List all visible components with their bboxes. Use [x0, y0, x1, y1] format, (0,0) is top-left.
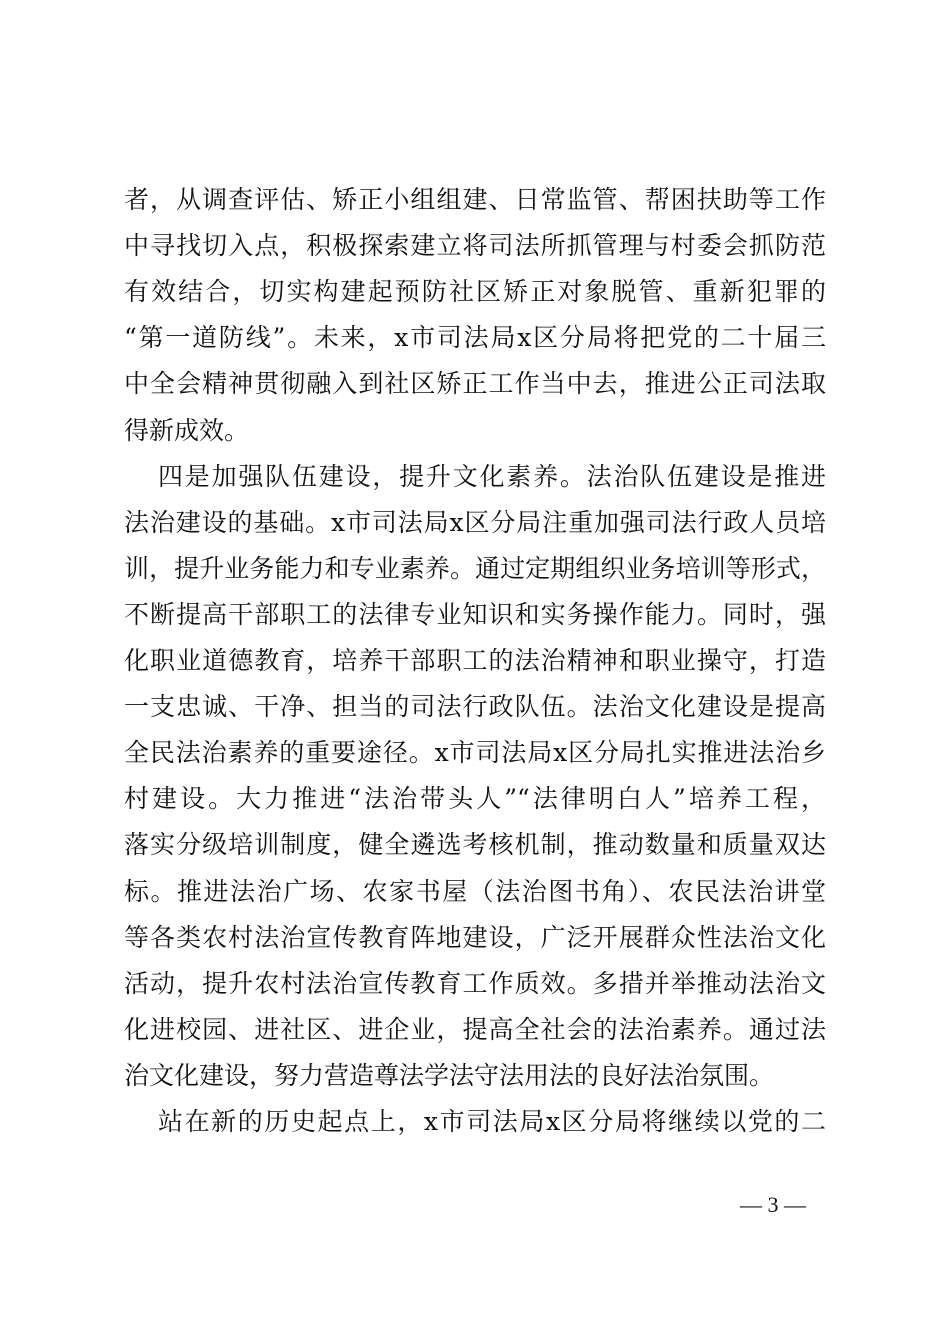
text-line: 落实分级培训制度，健全遴选考核机制，推动数量和质量双达 — [124, 830, 826, 860]
text-line: 中全会精神贯彻融入到社区矫正工作当中去，推进公正司法取 — [124, 369, 826, 399]
text-line: 全民法治素养的重要途径。x市司法局x区分局扎实推进法治乡 — [124, 738, 826, 768]
text-line: 得新成效。 — [124, 415, 250, 445]
text-line: 四是加强队伍建设，提升文化素养。法治队伍建设是推进 — [158, 461, 826, 491]
text-line: 等各类农村法治宣传教育阵地建设，广泛开展群众性法治文化 — [124, 922, 826, 952]
text-line: 活动，提升农村法治宣传教育工作质效。多措并举推动法治文 — [124, 968, 826, 998]
text-line: 法治建设的基础。x市司法局x区分局注重加强司法行政人员培 — [124, 507, 826, 537]
page-number: — 3 — — [740, 1192, 806, 1217]
text-line: 者，从调查评估、矫正小组组建、日常监管、帮困扶助等工作 — [124, 185, 826, 214]
text-line: 化进校园、进社区、进企业，提高全社会的法治素养。通过法 — [124, 1014, 826, 1044]
text-line: 站在新的历史起点上，x市司法局x区分局将继续以党的二 — [158, 1107, 826, 1136]
text-line: 村建设。大力推进“法治带头人”“法律明白人”培养工程， — [124, 784, 826, 814]
text-line: 中寻找切入点，积极探索建立将司法所抓管理与村委会抓防范 — [124, 231, 826, 261]
text-line: “第一道防线”。未来，x市司法局x区分局将把党的二十届三 — [124, 323, 826, 353]
text-line: 标。推进法治广场、农家书屋（法治图书角）、农民法治讲堂 — [124, 876, 826, 906]
text-line: 不断提高干部职工的法律专业知识和实务操作能力。同时，强 — [124, 599, 826, 629]
text-line: 训，提升业务能力和专业素养。通过定期组织业务培训等形式， — [124, 553, 826, 583]
text-line: 化职业道德教育，培养干部职工的法治精神和职业操守，打造 — [124, 646, 826, 675]
text-line: 治文化建设，努力营造尊法学法守法用法的良好法治氛围。 — [124, 1060, 775, 1090]
text-line: 一支忠诚、干净、担当的司法行政队伍。法治文化建设是提高 — [124, 692, 826, 722]
text-line: 有效结合，切实构建起预防社区矫正对象脱管、重新犯罪的 — [124, 277, 826, 307]
